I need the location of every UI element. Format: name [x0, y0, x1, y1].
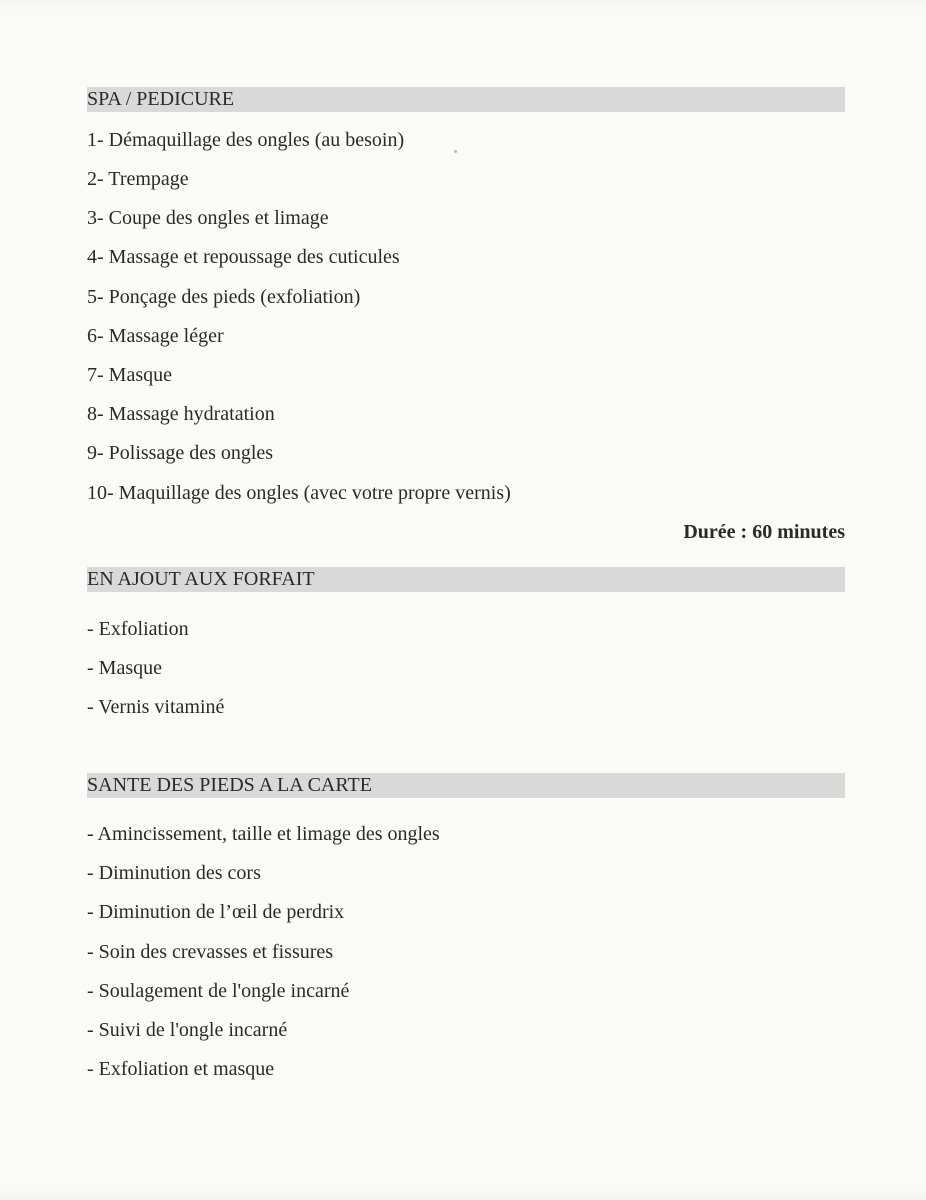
- list-item: 4- Massage et repoussage des cuticules: [87, 246, 400, 268]
- list-item: - Masque: [87, 657, 162, 679]
- list-item: - Suivi de l'ongle incarné: [87, 1019, 288, 1041]
- list-item: 1- Démaquillage des ongles (au besoin): [87, 129, 405, 151]
- list-item: - Amincissement, taille et limage des ongles: [87, 823, 440, 845]
- list-item: 2- Trempage: [87, 168, 189, 190]
- scan-speck: [454, 150, 457, 153]
- list-item: 9- Polissage des ongles: [87, 442, 274, 464]
- section-header-en-ajout: EN AJOUT AUX FORFAIT: [87, 567, 845, 592]
- section-header-spa-pedicure: SPA / PEDICURE: [87, 87, 845, 112]
- list-item: - Soin des crevasses et fissures: [87, 941, 334, 963]
- list-item: 7- Masque: [87, 364, 172, 386]
- duration-label: Durée : 60 minutes: [683, 521, 845, 543]
- list-item: - Diminution de l’œil de perdrix: [87, 901, 345, 923]
- list-item: 8- Massage hydratation: [87, 403, 275, 425]
- list-item: 10- Maquillage des ongles (avec votre propre vernis): [87, 482, 511, 504]
- list-item: - Diminution des cors: [87, 862, 261, 884]
- list-item: - Exfoliation: [87, 618, 189, 640]
- list-item: 6- Massage léger: [87, 325, 224, 347]
- list-item: - Exfoliation et masque: [87, 1058, 275, 1080]
- list-item: 5- Ponçage des pieds (exfoliation): [87, 286, 361, 308]
- list-item: - Vernis vitaminé: [87, 696, 225, 718]
- list-item: - Soulagement de l'ongle incarné: [87, 980, 350, 1002]
- list-item: 3- Coupe des ongles et limage: [87, 207, 329, 229]
- section-header-sante-pieds: SANTE DES PIEDS A LA CARTE: [87, 773, 845, 798]
